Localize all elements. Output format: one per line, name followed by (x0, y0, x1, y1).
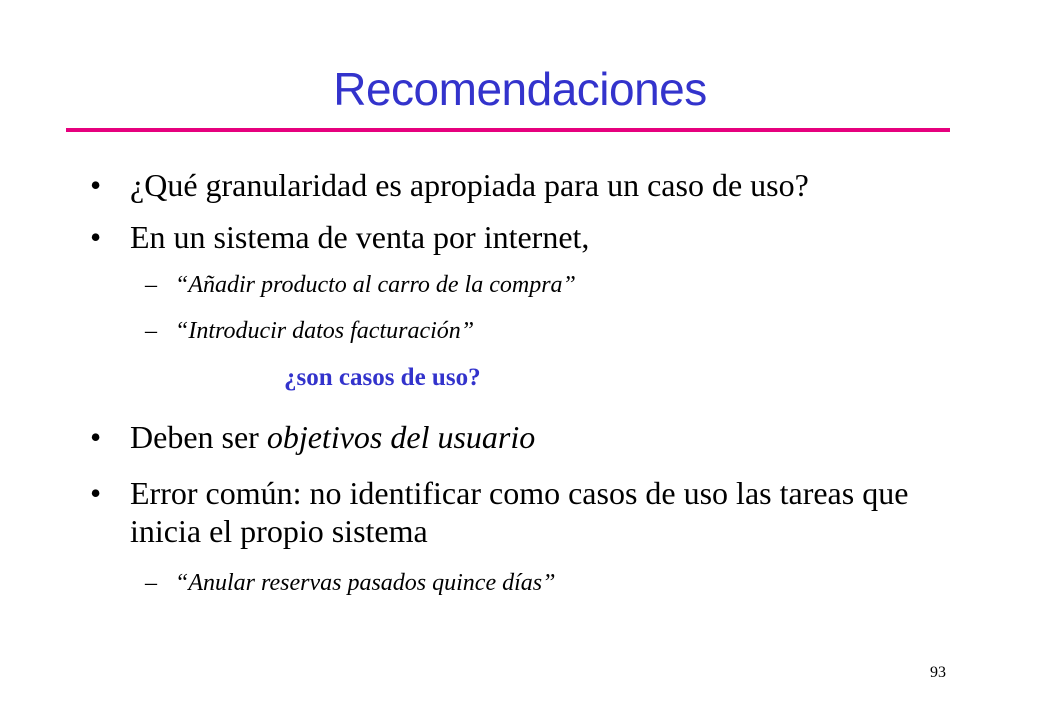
sub-bullet-text: “Añadir producto al carro de la compra” (175, 272, 576, 298)
page-number: 93 (930, 664, 946, 681)
bullet-text (130, 418, 535, 456)
dash-marker: – (145, 318, 157, 344)
title-underline (66, 128, 950, 132)
bullet-text: En un sistema de venta por internet, (130, 219, 590, 255)
bullet-text: Error común: no identificar como casos de uso las tareas que inicia el propio sistema (130, 475, 909, 549)
dash-marker: – (145, 570, 157, 596)
slide-title: Recomendaciones (333, 63, 707, 115)
bullet-text-emphasis: objetivos del usuario (266, 419, 536, 455)
bullet-marker: • (90, 219, 102, 255)
sub-bullet-text: “Introducir datos facturación” (175, 318, 475, 344)
bullet-marker: • (90, 167, 102, 203)
use-case-question-note: ¿son casos de uso? (284, 364, 481, 391)
dash-marker: – (145, 272, 157, 298)
bullet-marker: • (90, 419, 102, 455)
sub-bullet-text: “Anular reservas pasados quince días” (175, 570, 556, 596)
bullet-text-prefix: Deben ser (130, 419, 267, 455)
bullet-marker: • (90, 475, 102, 511)
bullet-text: ¿Qué granularidad es apropiada para un caso de uso? (130, 167, 809, 203)
